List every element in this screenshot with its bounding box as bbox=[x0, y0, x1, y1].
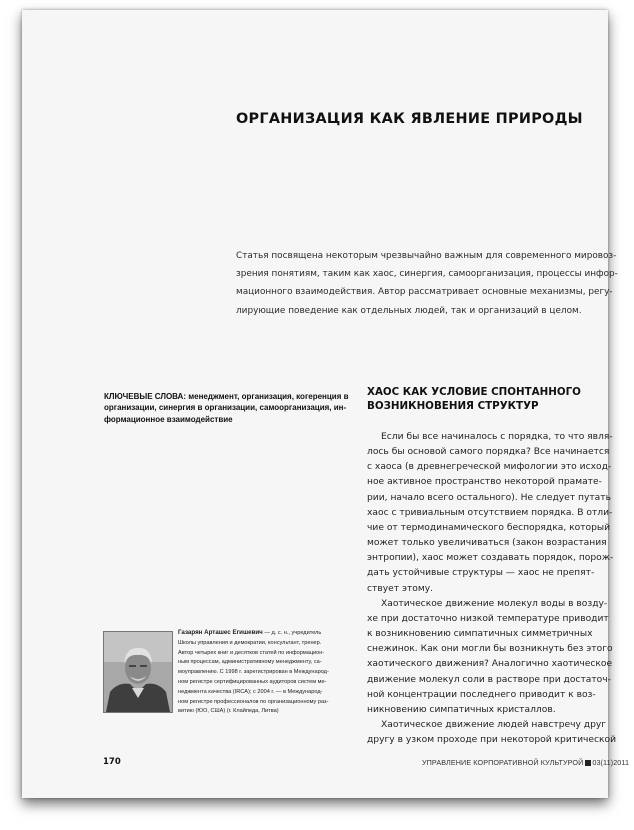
body-line: хе при достаточно низкой температуре приводит bbox=[367, 613, 609, 624]
bio-line: Автор четырех книг и десятков статей по информацион- bbox=[178, 649, 325, 656]
bio-line: ном регистре сертифицированных аудиторов систем ме- bbox=[178, 678, 327, 685]
article-title: ОРГАНИЗАЦИЯ КАК ЯВЛЕНИЕ ПРИРОДЫ bbox=[236, 111, 583, 127]
body-line: чие от термодинамического беспорядка, который bbox=[367, 522, 611, 533]
author-name: Газарян Арташес Егишевич bbox=[178, 629, 263, 636]
bio-line bbox=[178, 628, 348, 639]
author-bio bbox=[178, 628, 348, 717]
body-line: лось бы основой самого порядка? Все начинается bbox=[367, 447, 610, 458]
issue-number: 03(11)2011 bbox=[592, 758, 630, 767]
body-line: энтропии), хаос может создавать порядок, порож- bbox=[367, 553, 614, 564]
body-line: с хаоса (в древнегреческой мифологии это исход- bbox=[367, 462, 612, 473]
square-separator-icon bbox=[585, 760, 591, 766]
body-line: снежинок. Как они могли бы возникнуть без этого bbox=[367, 644, 613, 655]
keywords-block bbox=[104, 391, 349, 425]
bio-line: витию (ЮО, США) (г. Клайпеда, Литва) bbox=[178, 708, 279, 715]
body-line: Хаотическое движение людей навстречу друг bbox=[381, 719, 607, 730]
body-line: к возникновению симпатичных симметричных bbox=[367, 629, 593, 640]
body-line: никновению симпатичных кристаллов. bbox=[367, 704, 556, 715]
body-line: движение молекул соли в растворе при достаточ- bbox=[367, 674, 611, 685]
bio-line: ном регистре профессионалов по организационному раз- bbox=[178, 698, 329, 705]
article-body bbox=[367, 430, 617, 748]
abstract-line: зрения понятиям, таким как хаос, синергия, самоорганизация, процессы инфор- bbox=[236, 269, 618, 280]
abstract-line: мационного взаимодействия. Автор рассматривает основные механизмы, регу- bbox=[236, 287, 613, 298]
bio-line-text: — д. с. н., учредитель bbox=[262, 630, 322, 636]
body-line: рии, начало всего остального). Не следует путать bbox=[367, 492, 611, 503]
body-line: может только увеличиваться (закон возрастания bbox=[367, 538, 607, 549]
bio-line: моуправлению. С 1998 г. зарегистрирован в Международ- bbox=[178, 669, 329, 676]
section-heading bbox=[367, 385, 607, 413]
abstract-line: Статья посвящена некоторым чрезвычайно важным для современного мировоз- bbox=[236, 251, 617, 261]
body-line: ное активное пространство некоторой праматe- bbox=[367, 477, 602, 488]
journal-footer bbox=[422, 758, 629, 767]
magazine-page bbox=[22, 10, 630, 798]
body-line: ствует этому. bbox=[367, 583, 434, 594]
author-photo bbox=[103, 631, 173, 713]
journal-name: УПРАВЛЕНИЕ КОРПОРАТИВНОЙ КУЛЬТУРОЙ bbox=[422, 758, 584, 767]
body-line: ной концентрации последнего приводит к воз- bbox=[367, 689, 596, 700]
section-heading-line: ВОЗНИКНОВЕНИЯ СТРУКТУР bbox=[367, 400, 539, 412]
section-heading-line: ХАОС КАК УСЛОВИЕ СПОНТАННОГО bbox=[367, 386, 581, 398]
body-line: Хаотическое движение молекул воды в возду- bbox=[381, 598, 608, 609]
keywords-line: КЛЮЧЕВЫЕ СЛОВА: менеджмент, организация, когеренция в bbox=[104, 392, 349, 401]
body-line: Если бы все начиналось с порядка, то что явля- bbox=[381, 432, 613, 442]
bio-line: ным процессам, административному менеджменту, са- bbox=[178, 659, 322, 666]
keywords-line: формационное взаимодействие bbox=[104, 414, 233, 424]
keywords-line: организации, синергия в организации, самоорганизация, ин- bbox=[104, 403, 347, 413]
bio-line: неджмента качества (IRCA); с 2004 г. — в Международ- bbox=[178, 688, 323, 695]
page-number: 170 bbox=[103, 757, 121, 767]
body-line: дать устойчивые структуры — хаос не препят- bbox=[367, 568, 595, 579]
author-portrait-image bbox=[104, 632, 172, 712]
body-line: другу в узком проходе при некоторой критической bbox=[367, 735, 617, 746]
bio-line: Школы управления и демократии, консультант, тренер. bbox=[178, 639, 322, 646]
body-line: хаос с тривиальным отсутствием порядка. В отли- bbox=[367, 507, 613, 518]
body-line: хаотического движения? Аналогично хаотическое bbox=[367, 659, 613, 670]
article-abstract bbox=[236, 247, 618, 320]
abstract-line: лирующие поведение как отдельных людей, так и организаций в целом. bbox=[236, 305, 582, 316]
